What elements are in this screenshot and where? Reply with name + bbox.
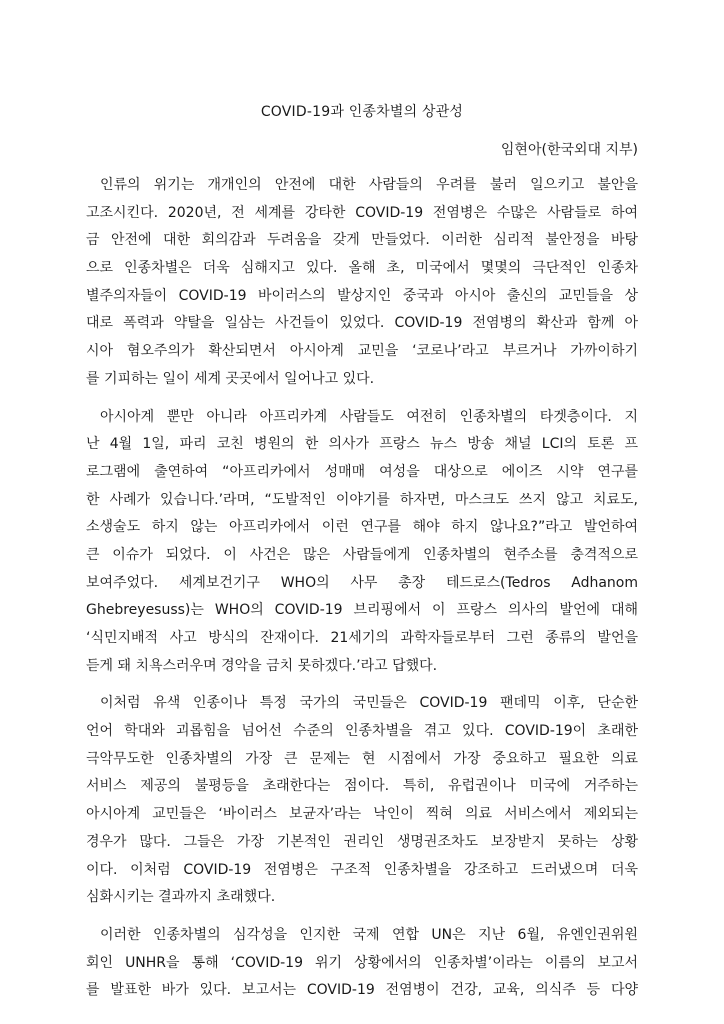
- paragraph-1: [86, 172, 638, 394]
- text-line: 이다. 이처럼 COVID-19 전염병은 구조적 인종차별을 강조하고 드러냈으며 더욱: [86, 861, 638, 878]
- text-line: 소생술도 하지 않는 아프리카에서 이런 연구를 해야 하지 않나요?”라고 발언하여: [86, 519, 638, 536]
- text-line: 으로 인종차별은 더욱 심해지고 있다. 올해 초, 미국에서 몇몇의 극단적인 인종차: [86, 260, 638, 277]
- text-line: 듣게 돼 치욕스러우며 경악을 금치 못하겠다.’라고 답했다.: [86, 657, 438, 674]
- text-line: ‘식민지배적 사고 방식의 잔재이다. 21세기의 과학자들로부터 그런 종류의 발언을: [86, 630, 638, 646]
- text-line: 심화시키는 결과까지 초래했다.: [86, 889, 276, 906]
- text-line: 별주의자들이 COVID-19 바이러스의 발상지인 중국과 아시아 출신의 교민들을 상: [86, 287, 638, 304]
- text-line: 서비스 제공의 불평등을 초래한다는 점이다. 특히, 유럽권이나 미국에 거주하는: [86, 778, 638, 795]
- text-line: 아시아계 뿐만 아니라 아프리카계 사람들도 여전히 인종차별의 타겟층이다. 지: [100, 408, 638, 425]
- text-line: 언어 학대와 괴롭힘을 넘어선 수준의 인종차별을 겪고 있다. COVID-19이 초래한: [86, 723, 638, 740]
- author-line: 임현아(한국외대 지부): [500, 142, 638, 158]
- text-line: Ghebreyesuss)는 WHO의 COVID-19 브리핑에서 이 프랑스 의사의 발언에 대해: [86, 602, 638, 619]
- text-line: 를 기피하는 일이 세계 곳곳에서 일어나고 있다.: [86, 370, 375, 387]
- text-line: 큰 이슈가 되었다. 이 사건은 많은 사람들에게 인종차별의 현주소를 충격적으로: [86, 546, 638, 563]
- paragraph-2: [86, 404, 638, 681]
- text-line: 한 사례가 있습니다.’라며, “도발적인 이야기를 하자면, 마스크도 쓰지 않고 치료도,: [86, 491, 638, 508]
- text-line: 로그램에 출연하여 “아프리카에서 성매매 여성을 대상으로 에이즈 시약 연구를: [86, 463, 638, 480]
- text-line: 이처럼 유색 인종이나 특정 국가의 국민들은 COVID-19 팬데믹 이후, 단순한: [100, 695, 638, 712]
- text-line: 금 안전에 대한 회의감과 두려움을 갖게 만들었다. 이러한 심리적 불안정을 바탕: [86, 232, 638, 249]
- document-title: COVID-19과 인종차별의 상관성: [260, 104, 464, 120]
- text-line: 극악무도한 인종차별의 가장 큰 문제는 현 시점에서 가장 중요하고 필요한 의료: [86, 750, 638, 767]
- paragraph-3: [86, 690, 638, 912]
- text-line: 대로 폭력과 약탈을 일삼는 사건들이 있었다. COVID-19 전염병의 확산과 함께 아: [86, 315, 638, 332]
- text-line: 난 4월 1일, 파리 코친 병원의 한 의사가 프랑스 뉴스 방송 채널 LCI의 토론 프: [86, 436, 638, 453]
- text-line: 아시아계 교민들은 ‘바이러스 보균자’라는 낙인이 찍혀 의료 서비스에서 제외되는: [86, 806, 638, 823]
- text-line: 이러한 인종차별의 심각성을 인지한 국제 연합 UN은 지난 6월, 유엔인권위원: [100, 926, 638, 943]
- document-body: [86, 172, 638, 1015]
- paragraph-4: [86, 922, 638, 1005]
- text-line: 경우가 많다. 그들은 가장 기본적인 권리인 생명권조차도 보장받지 못하는 상황: [86, 833, 638, 850]
- text-line: 보여주었다. 세계보건기구 WHO의 사무 총장 테드로스(Tedros Adhanom: [86, 574, 638, 591]
- text-line: 회인 UNHR을 통해 ‘COVID-19 위기 상황에서의 인종차별’이라는 이름의 보고서: [86, 954, 638, 971]
- text-line: 인류의 위기는 개개인의 안전에 대한 사람들의 우려를 불러 일으키고 불안을: [100, 177, 638, 193]
- text-line: 고조시킨다. 2020년, 전 세계를 강타한 COVID-19 전염병은 수많은 사람들로 하여: [86, 204, 638, 221]
- text-line: 를 발표한 바가 있다. 보고서는 COVID-19 전염병이 건강, 교육, 의식주 등 다양: [86, 982, 638, 999]
- text-line: 시아 혐오주의가 확산되면서 아시아계 교민을 ‘코로나’라고 부르거나 가까이하기: [86, 343, 638, 360]
